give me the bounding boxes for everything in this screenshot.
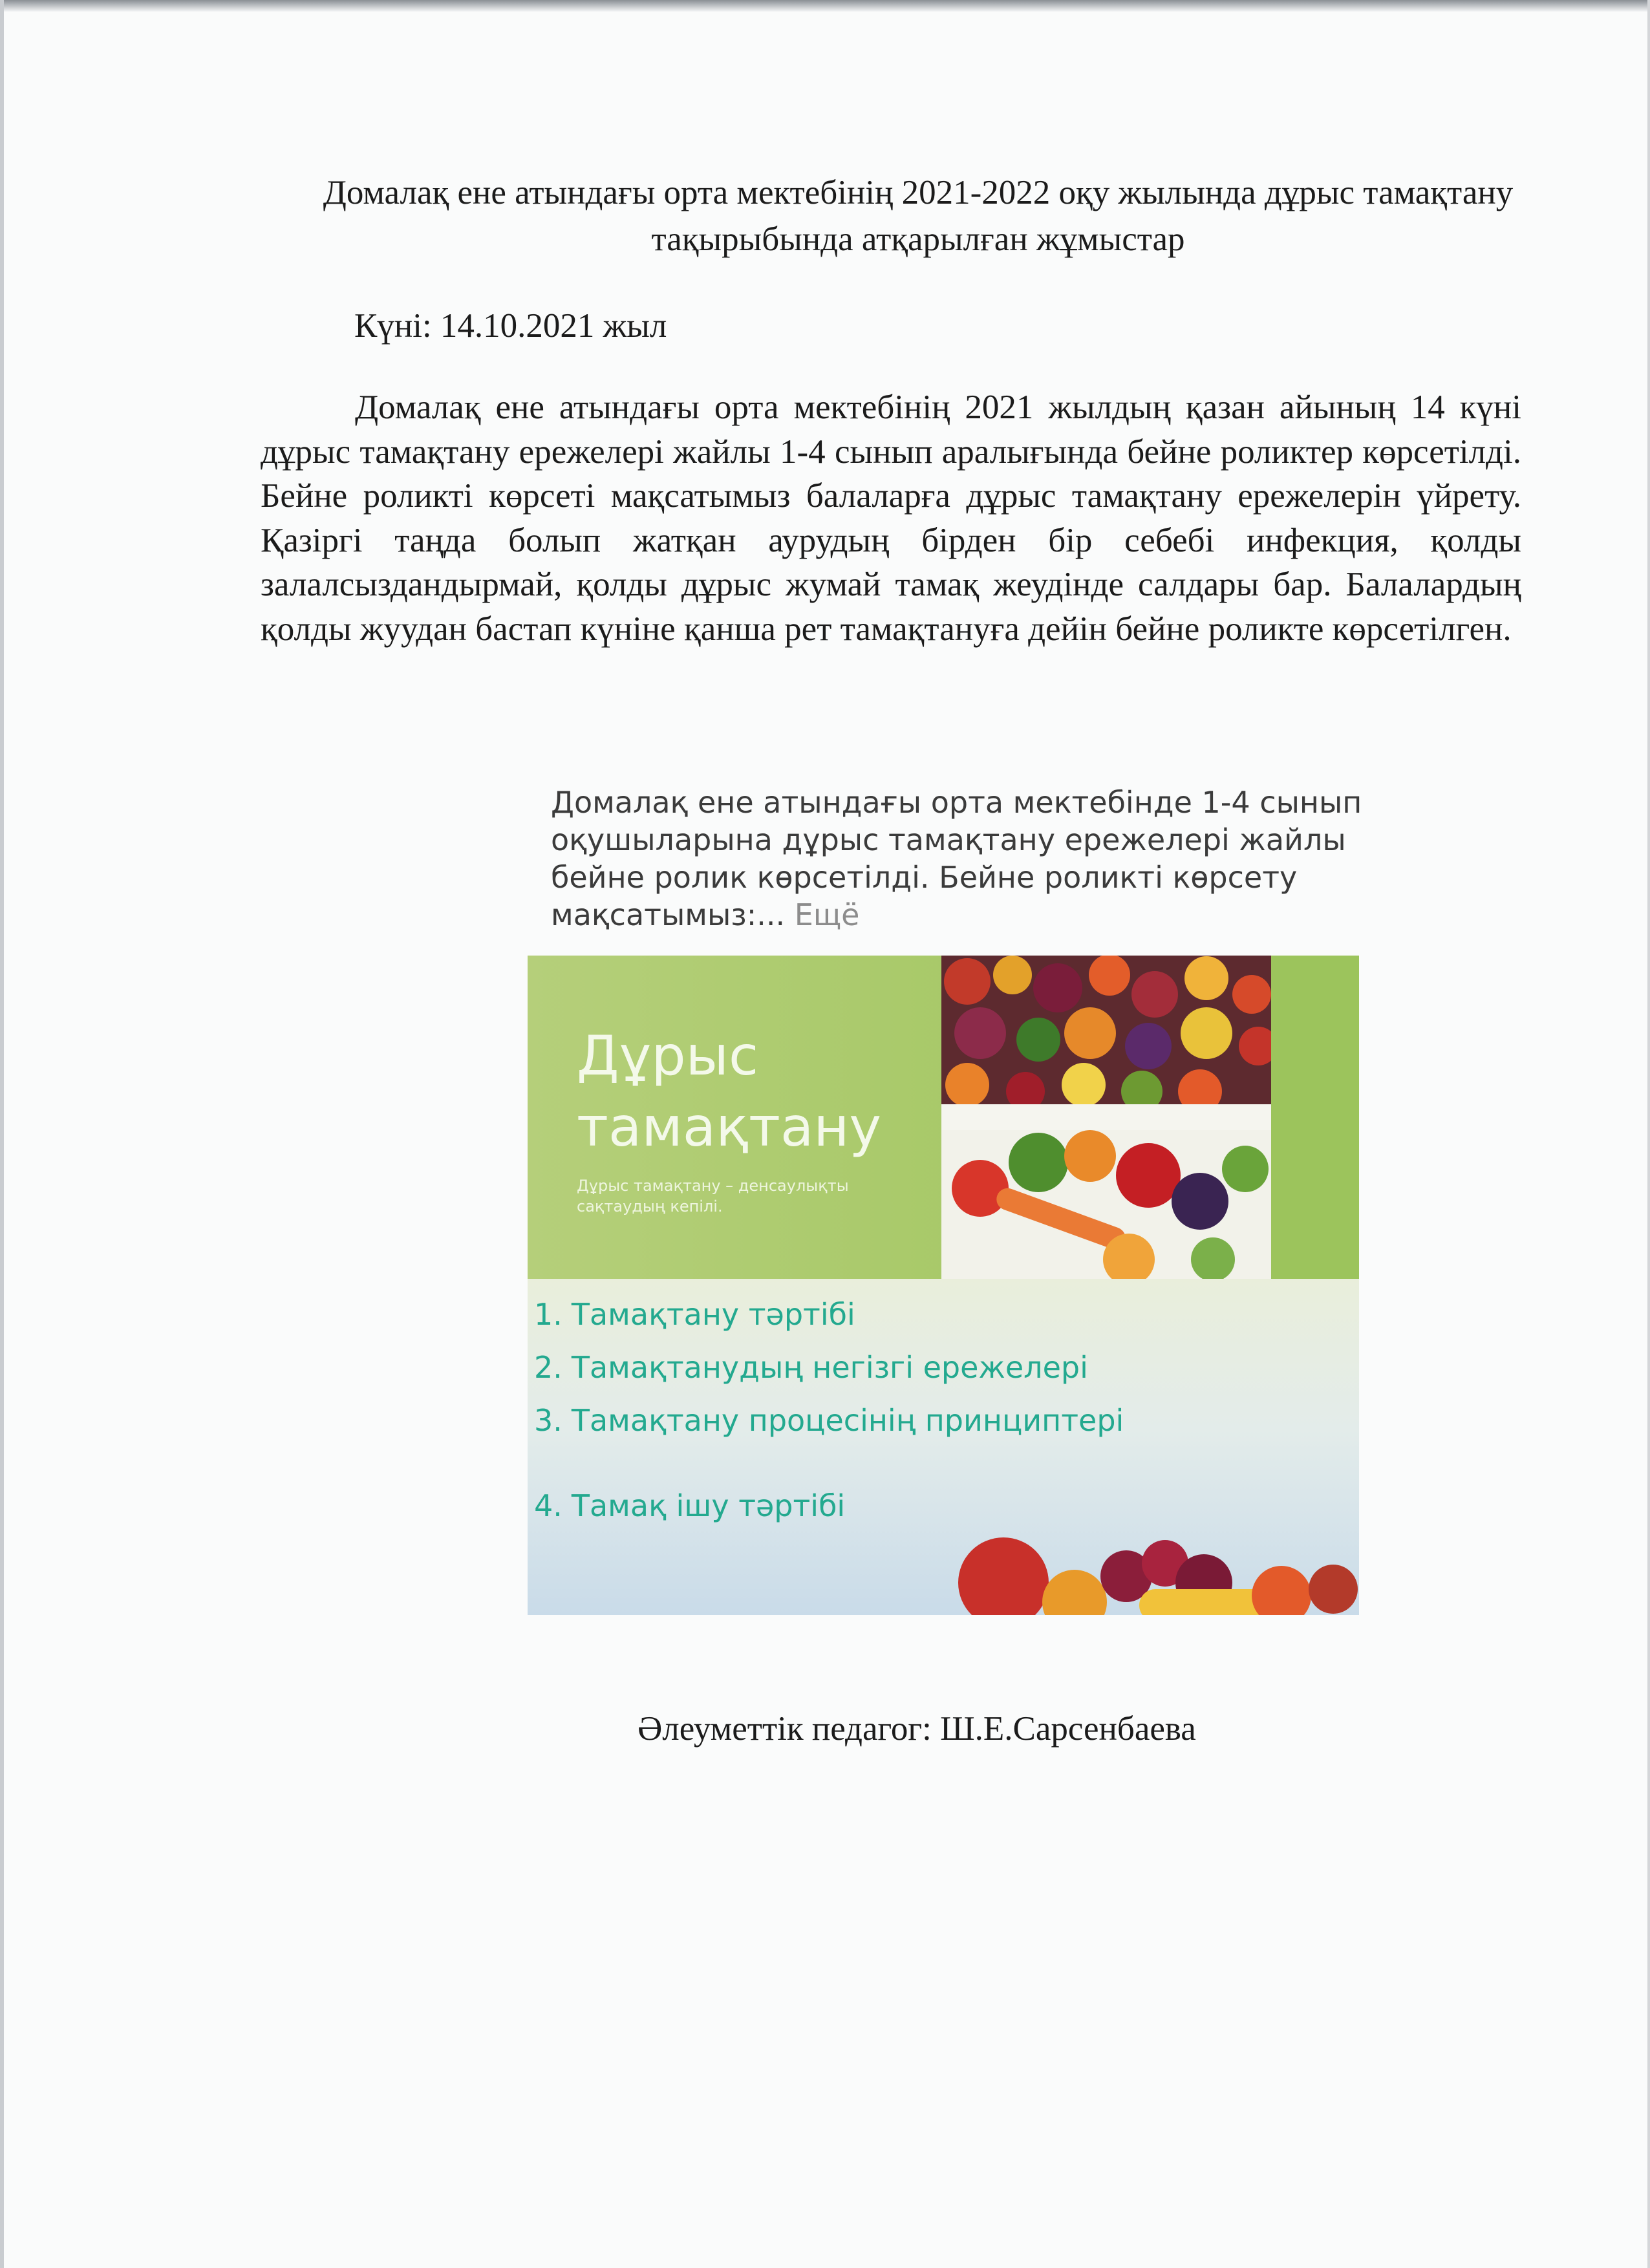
- body-paragraph: Домалақ ене атындағы орта мектебінің 2021 жылдың қазан айының 14 күні дұрыс тамақтану ережелері жайлы 1-4 сынып аралығында бейне роликтер көрсетілді. Бейне роликті көрсеті мақсатымыз балаларға дұрыс тамақтану ережелерін үйрету. Қазіргі таңда болып жатқан аурудың бірден бір себебі инфекция, қолды залалсыздандырмай, қолды дұрыс жумай тамақ жеудінде салдары бар. Балалардың қолды жуудан бастап күніне қанша рет тамақтануға дейін бейне роликте көрсетілген.: [261, 389, 1521, 648]
- fruit-vegetable-photo: [941, 956, 1271, 1279]
- list-number: 4.: [534, 1488, 562, 1523]
- scan-edge: [1647, 0, 1650, 2268]
- scan-edge: [0, 0, 1650, 12]
- poster-green-strip: [1271, 956, 1359, 1279]
- list-number: 2.: [534, 1350, 562, 1385]
- post-caption: [551, 784, 1391, 934]
- poster-image: [528, 956, 1359, 1615]
- document-title: Домалақ ене атындағы орта мектебінің 2021-2022 оқу жылында дұрыс тамақтану тақырыбында атқарылған жұмыстар: [323, 174, 1514, 258]
- poster-list-panel: [528, 1279, 1359, 1615]
- caption-text: Домалақ ене атындағы орта мектебінде 1-4 сынып оқушыларына дұрыс тамақтану ережелері жайлы бейне ролик көрсетілді. Бейне роликті көрсету мақсатымыз:...: [551, 785, 1362, 932]
- fruit-photo-bottom: [945, 1518, 1359, 1615]
- signature-line: Әлеуметтік педагог: Ш.Е.Сарсенбаева: [638, 1710, 1196, 1748]
- scan-edge: [0, 0, 4, 2268]
- list-item: [534, 1350, 1088, 1385]
- more-link[interactable]: Ещё: [794, 897, 860, 932]
- list-label: Тамақтану процесінің принциптері: [571, 1403, 1124, 1438]
- list-item: [534, 1403, 1124, 1438]
- list-item: [534, 1488, 845, 1523]
- poster-green-panel: [528, 956, 1359, 1279]
- list-label: Тамақ ішу тәртібі: [571, 1488, 846, 1523]
- poster-subtitle: Дұрыс тамақтану – денсаулықты сақтаудың кепілі.: [577, 1177, 849, 1215]
- document-date: Күні: 14.10.2021 жыл: [354, 307, 667, 345]
- poster-title: Дұрыс тамақтану: [577, 1024, 882, 1159]
- list-label: Тамақтанудың негізгі ережелері: [571, 1350, 1088, 1385]
- list-label: Тамақтану тәртібі: [571, 1297, 855, 1332]
- list-item: [534, 1297, 855, 1332]
- list-number: 3.: [534, 1403, 562, 1438]
- list-number: 1.: [534, 1297, 562, 1332]
